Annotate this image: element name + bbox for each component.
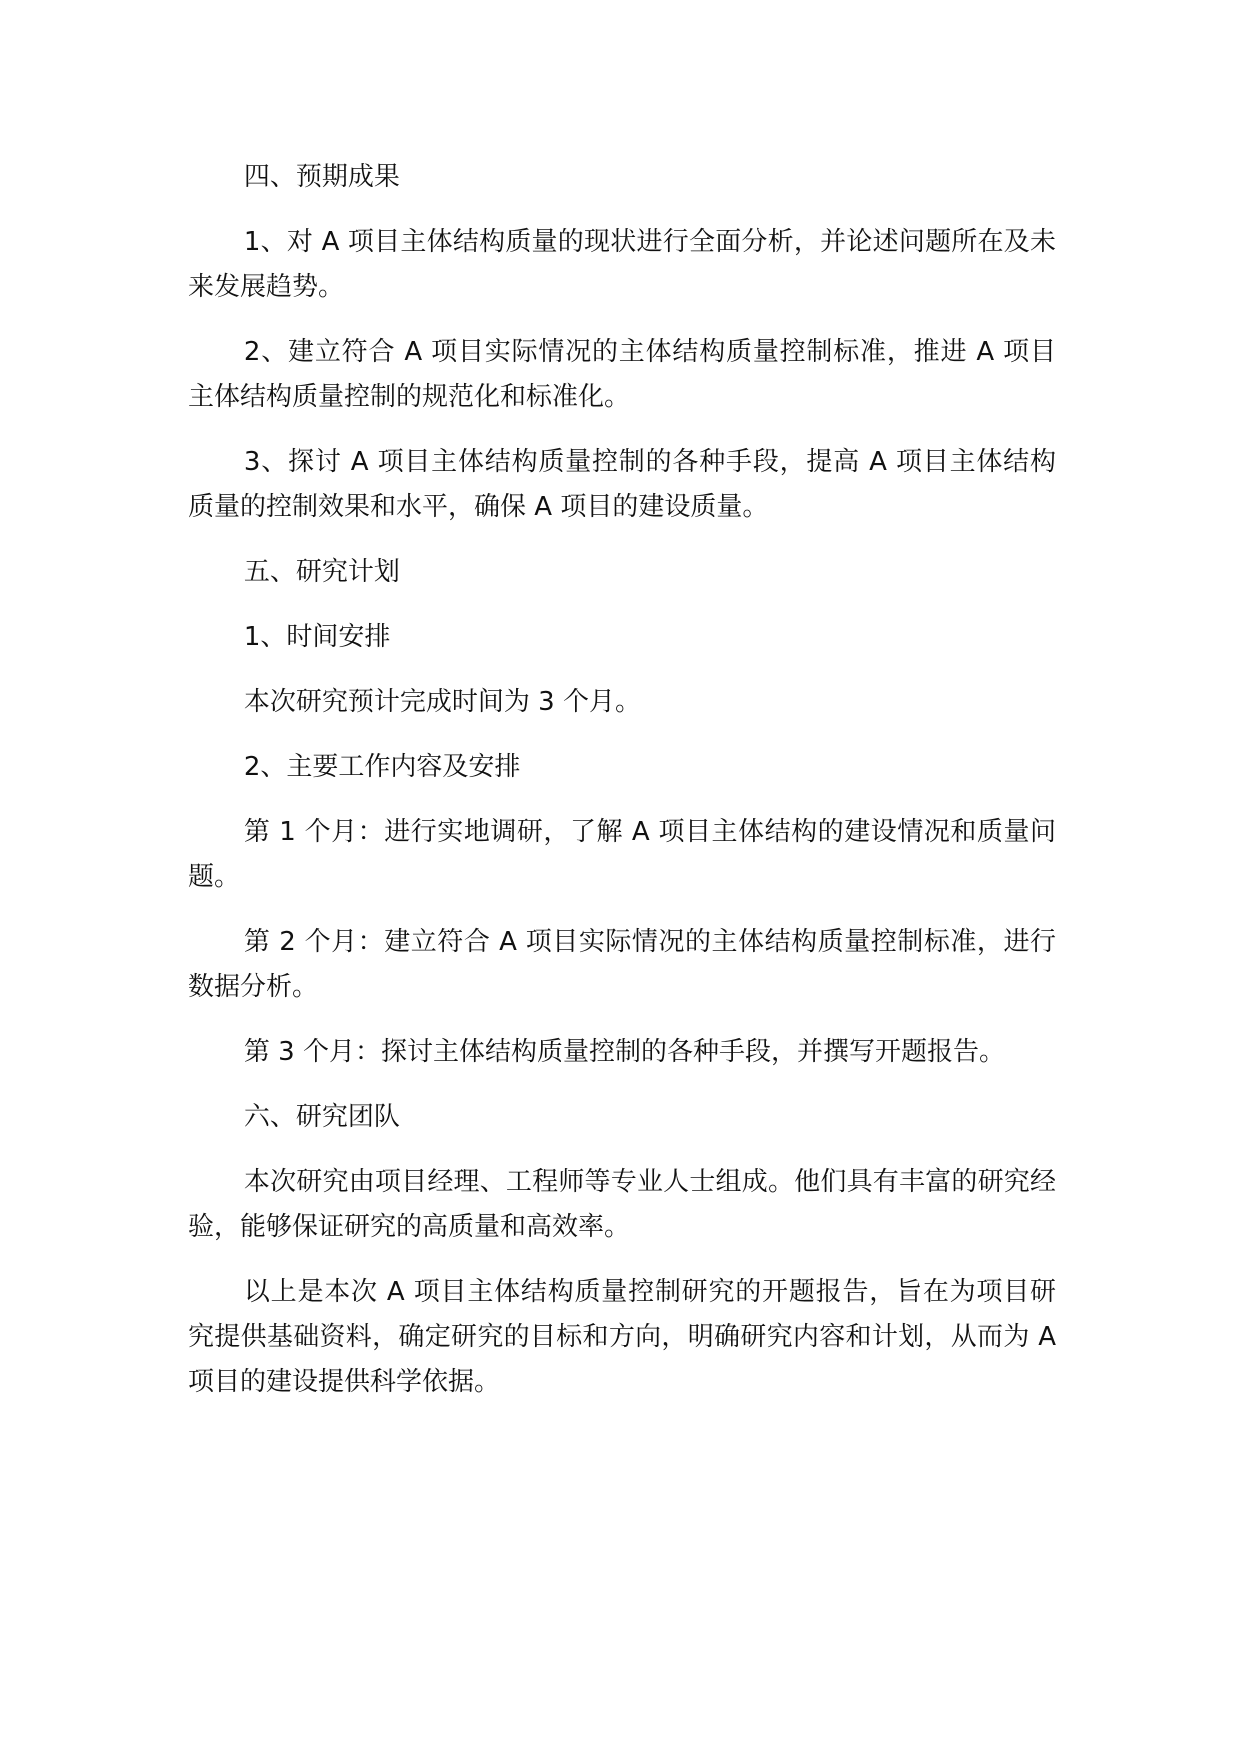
section-heading-research-plan: 五、研究计划 bbox=[243, 557, 400, 587]
paragraph-result-2: 2、建立符合 A 项目实际情况的主体结构质量控制标准，推进 A 项目主体结构质量控制的规范化和标准化。 bbox=[188, 337, 1056, 412]
subheading-time-schedule: 1、时间安排 bbox=[243, 622, 391, 652]
paragraph-result-3: 3、探讨 A 项目主体结构质量控制的各种手段，提高 A 项目主体结构质量的控制效果和水平，确保 A 项目的建设质量。 bbox=[188, 447, 1056, 522]
paragraph-research-team: 本次研究由项目经理、工程师等专业人士组成。他们具有丰富的研究经验，能够保证研究的高质量和高效率。 bbox=[188, 1167, 1056, 1242]
paragraph-month-1: 第 1 个月：进行实地调研，了解 A 项目主体结构的建设情况和质量问题。 bbox=[188, 817, 1056, 892]
section-heading-expected-results: 四、预期成果 bbox=[243, 162, 400, 192]
paragraph-conclusion: 以上是本次 A 项目主体结构质量控制研究的开题报告，旨在为项目研究提供基础资料，确定研究的目标和方向，明确研究内容和计划，从而为 A 项目的建设提供科学依据。 bbox=[188, 1277, 1056, 1397]
paragraph-month-3: 第 3 个月：探讨主体结构质量控制的各种手段，并撰写开题报告。 bbox=[243, 1037, 1005, 1067]
subheading-main-work: 2、主要工作内容及安排 bbox=[243, 752, 521, 782]
paragraph-month-2: 第 2 个月：建立符合 A 项目实际情况的主体结构质量控制标准，进行数据分析。 bbox=[188, 927, 1056, 1002]
paragraph-time-schedule: 本次研究预计完成时间为 3 个月。 bbox=[243, 687, 641, 717]
paragraph-result-1: 1、对 A 项目主体结构质量的现状进行全面分析，并论述问题所在及未来发展趋势。 bbox=[188, 227, 1056, 302]
section-heading-research-team: 六、研究团队 bbox=[243, 1102, 400, 1132]
document-body bbox=[188, 155, 1056, 1425]
